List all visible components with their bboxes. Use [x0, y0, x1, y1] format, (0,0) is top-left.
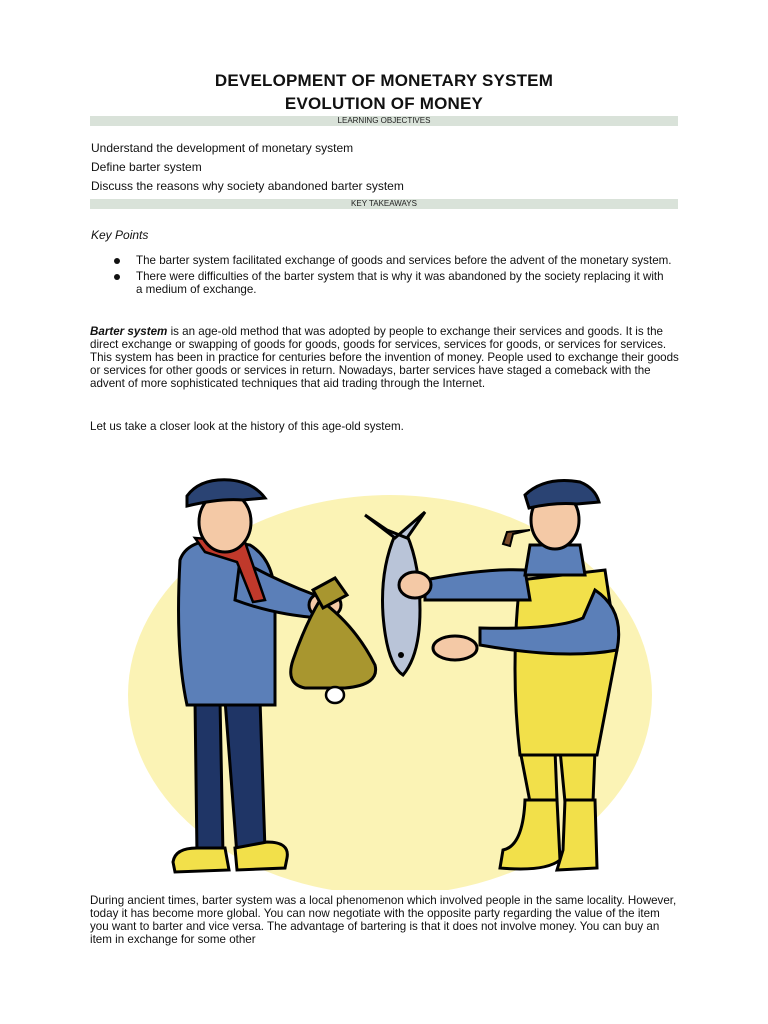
key-points-heading: Key Points [91, 228, 149, 242]
learning-objectives-bar: LEARNING OBJECTIVES [90, 116, 678, 126]
barter-system-paragraph [90, 325, 680, 390]
objective-item: Discuss the reasons why society abandoned barter system [91, 179, 404, 193]
key-point-text: There were difficulties of the barter system that is why it was abandoned by the society replacing it with a medium of exchange. [136, 270, 664, 296]
bullet-icon [114, 274, 120, 280]
document-title-line-1: DEVELOPMENT OF MONETARY SYSTEM [214, 71, 554, 90]
barter-system-term: Barter system [90, 325, 168, 338]
barter-system-description: is an age-old method that was adopted by people to exchange their services and goods. It is the direct exchange or swapping of goods for goods, goods for services, services for goods, or services for services. This system has been in practice for centuries before the invention of money. People used to exchange their goods or services for other goods or services in return. Nowadays, barter services have staged a comeback with the advent of more sophisticated techniques that aid trading through the Internet. [90, 325, 679, 390]
document-title-line-2: EVOLUTION OF MONEY [284, 94, 484, 113]
barter-illustration [125, 450, 665, 890]
bullet-icon [114, 258, 120, 264]
list-item [112, 270, 672, 296]
key-point-text: The barter system facilitated exchange of goods and services before the advent of the monetary system. [136, 254, 672, 267]
objective-item: Understand the development of monetary system [91, 141, 354, 155]
key-takeaways-bar: KEY TAKEAWAYS [90, 199, 678, 209]
objective-item: Define barter system [91, 160, 202, 174]
list-item [112, 254, 672, 267]
closer-look-paragraph: Let us take a closer look at the history of this age-old system. [90, 420, 404, 433]
key-points-list [112, 254, 672, 299]
ancient-times-paragraph: During ancient times, barter system was a local phenomenon which involved people in the same locality. However, today it has become more global. You can now negotiate with the opposite party regarding the value of the item you want to barter and vice versa. The advantage of bartering is that it does not involve money. You can buy an item in exchange for some other [90, 894, 677, 946]
